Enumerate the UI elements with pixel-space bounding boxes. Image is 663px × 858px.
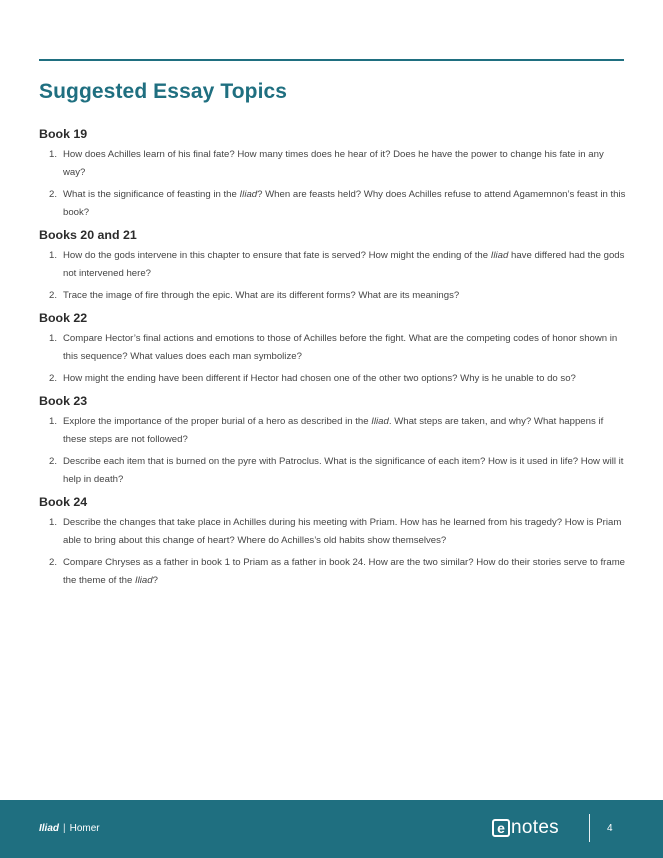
topic-text xyxy=(63,413,629,449)
topic-text xyxy=(63,186,629,222)
page-number: 4 xyxy=(607,823,613,834)
topic-item xyxy=(39,186,629,222)
topic-number: 1. xyxy=(48,517,57,528)
topic-text-part: ? xyxy=(152,575,158,586)
footer-separator: | xyxy=(63,823,66,834)
topic-item xyxy=(39,330,629,366)
topic-number: 2. xyxy=(48,557,57,568)
topic-text-part: Compare Hector’s final actions and emotions to those of Achilles before the fight. What are the competing codes of honor shown in this sequence? What values does each man symbolize? xyxy=(63,333,618,362)
topic-item xyxy=(39,413,629,449)
work-title-italic: Iliad xyxy=(371,416,389,427)
topic-item xyxy=(39,370,629,388)
book-heading: Book 19 xyxy=(39,127,88,141)
book-heading: Book 23 xyxy=(39,394,88,408)
topic-number: 1. xyxy=(48,250,57,261)
enotes-logo-word: notes xyxy=(511,817,559,838)
footer-bar xyxy=(0,800,663,858)
topic-text xyxy=(63,330,629,366)
work-title-italic: Iliad xyxy=(239,189,258,200)
topic-text-part: ? When are feasts held? Why does Achilles refuse to attend Agamemnon’s feast in this book? xyxy=(63,189,626,218)
topic-text xyxy=(63,453,629,489)
topic-text-part: Compare Chryses as a father in book 1 to Priam as a father in book 24. How are the two similar? How do their stories serve to frame the theme of the xyxy=(63,557,626,586)
topic-number: 1. xyxy=(48,416,57,427)
essay-topics-list xyxy=(39,127,629,596)
book-section xyxy=(39,228,629,305)
topic-number: 2. xyxy=(48,189,57,200)
footer-divider xyxy=(589,814,590,842)
topic-text-part: have differed had the gods not intervened here? xyxy=(63,250,625,279)
footer-author: Homer xyxy=(69,823,100,834)
topic-number: 2. xyxy=(48,290,57,301)
topic-item xyxy=(39,146,629,182)
topic-item xyxy=(39,287,629,305)
topic-text xyxy=(63,146,629,182)
topic-number: 1. xyxy=(48,333,57,344)
topic-number: 2. xyxy=(48,373,57,384)
topic-number: 2. xyxy=(48,456,57,467)
book-section xyxy=(39,311,629,388)
topic-text-part: Explore the importance of the proper burial of a hero as described in the xyxy=(63,416,372,427)
work-title-italic: Iliad xyxy=(135,575,153,586)
topic-item xyxy=(39,554,629,590)
footer-work-info xyxy=(39,823,100,834)
book-heading: Books 20 and 21 xyxy=(39,228,137,242)
enotes-logo-icon: e xyxy=(492,819,510,837)
topic-text xyxy=(63,514,629,550)
topic-text xyxy=(63,287,629,305)
book-heading: Book 22 xyxy=(39,311,88,325)
book-heading: Book 24 xyxy=(39,495,88,509)
topic-text-part: How might the ending have been different if Hector had chosen one of the other two options? Why is he unable to do so? xyxy=(63,373,576,384)
page-title: Suggested Essay Topics xyxy=(39,80,288,103)
book-section xyxy=(39,394,629,489)
topic-item xyxy=(39,247,629,283)
topic-text-part: Describe each item that is burned on the pyre with Patroclus. What is the significance of each item? How is it used in life? How will it help in death? xyxy=(63,456,624,485)
topic-text-part: How does Achilles learn of his final fate? How many times does he hear of it? Does he have the power to change his fate in any way? xyxy=(63,149,604,178)
topic-text-part: . What steps are taken, and why? What happens if these steps are not followed? xyxy=(63,416,604,445)
topic-text xyxy=(63,554,629,590)
book-section xyxy=(39,127,629,222)
topic-text-part: Trace the image of fire through the epic. What are its different forms? What are its meanings? xyxy=(63,290,460,301)
footer-work-title: Iliad xyxy=(39,823,60,834)
topic-item xyxy=(39,514,629,550)
topic-text-part: Describe the changes that take place in Achilles during his meeting with Priam. How has he learned from his tragedy? How is Priam able to bring about this change of heart? Where do Achilles’s old habits show themselves? xyxy=(63,517,622,546)
topic-text-part: What is the significance of feasting in the xyxy=(63,189,240,200)
topic-item xyxy=(39,453,629,489)
topic-number: 1. xyxy=(48,149,57,160)
topic-text xyxy=(63,370,629,388)
top-divider xyxy=(39,59,624,61)
book-section xyxy=(39,495,629,590)
work-title-italic: Iliad xyxy=(490,250,509,261)
topic-text-part: How do the gods intervene in this chapter to ensure that fate is served? How might the ending of the xyxy=(63,250,491,261)
topic-text xyxy=(63,247,629,283)
enotes-logo[interactable] xyxy=(492,817,559,839)
